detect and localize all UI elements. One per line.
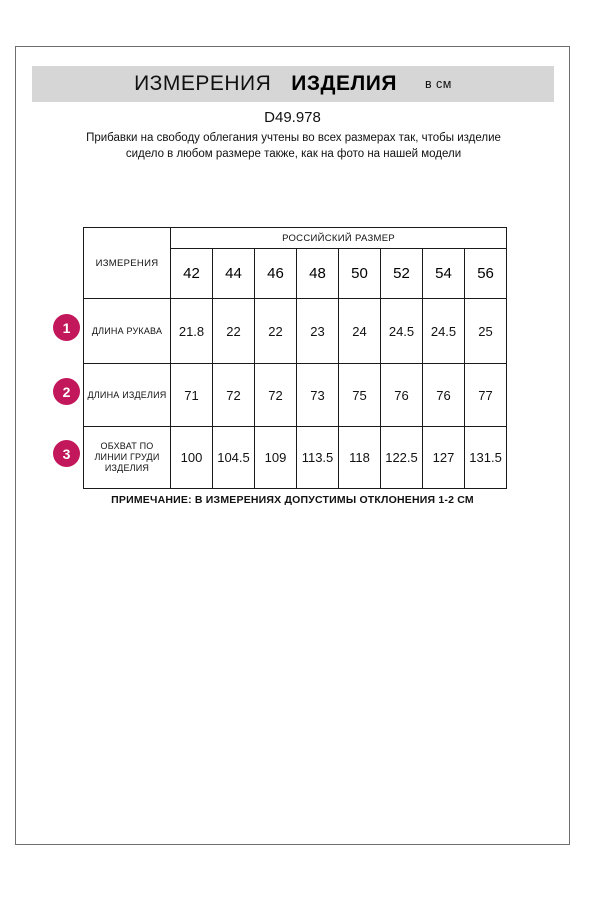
row-label-garment-length: ДЛИНА ИЗДЕЛИЯ	[84, 364, 171, 427]
cell-chest-52: 122.5	[381, 427, 423, 489]
cell-sleeve-52: 24.5	[381, 299, 423, 364]
cell-length-48: 73	[297, 364, 339, 427]
cell-length-50: 75	[339, 364, 381, 427]
size-header-54: 54	[423, 249, 465, 299]
header-band	[32, 66, 554, 102]
size-table	[83, 227, 507, 489]
row-label-chest-girth: ОБХВАТ ПО ЛИНИИ ГРУДИ ИЗДЕЛИЯ	[84, 427, 171, 489]
cell-sleeve-44: 22	[213, 299, 255, 364]
header-title-bold: ИЗДЕЛИЯ	[291, 72, 397, 95]
cell-sleeve-56: 25	[465, 299, 507, 364]
size-header-44: 44	[213, 249, 255, 299]
cell-length-54: 76	[423, 364, 465, 427]
cell-sleeve-46: 22	[255, 299, 297, 364]
header-title-light: ИЗМЕРЕНИЯ	[134, 72, 272, 95]
size-header-46: 46	[255, 249, 297, 299]
cell-sleeve-48: 23	[297, 299, 339, 364]
size-header-50: 50	[339, 249, 381, 299]
row-label-sleeve-length: ДЛИНА РУКАВА	[84, 299, 171, 364]
cell-length-44: 72	[213, 364, 255, 427]
cell-sleeve-50: 24	[339, 299, 381, 364]
row-badge-1: 1	[53, 314, 80, 341]
size-table-wrapper	[83, 227, 506, 489]
cell-length-52: 76	[381, 364, 423, 427]
row-badge-2: 2	[53, 378, 80, 405]
measurements-header-cell: ИЗМЕРЕНИЯ	[84, 228, 171, 299]
cell-length-46: 72	[255, 364, 297, 427]
size-header-52: 52	[381, 249, 423, 299]
cell-chest-46: 109	[255, 427, 297, 489]
cell-chest-50: 118	[339, 427, 381, 489]
size-header-48: 48	[297, 249, 339, 299]
table-row	[84, 299, 507, 364]
row-badge-3: 3	[53, 440, 80, 467]
table-group-header-row	[84, 228, 507, 249]
size-header-56: 56	[465, 249, 507, 299]
cell-sleeve-54: 24.5	[423, 299, 465, 364]
cell-chest-56: 131.5	[465, 427, 507, 489]
header-units-label: в см	[424, 77, 452, 91]
russian-size-header-cell: РОССИЙСКИЙ РАЗМЕР	[171, 228, 507, 249]
cell-length-42: 71	[171, 364, 213, 427]
table-row	[84, 427, 507, 489]
article-code: D49.978	[264, 109, 321, 126]
tolerance-note: ПРИМЕЧАНИЕ: В ИЗМЕРЕНИЯХ ДОПУСТИМЫ ОТКЛОНЕНИЯ 1-2 СМ	[111, 494, 474, 506]
size-chart-page	[15, 46, 570, 845]
cell-chest-54: 127	[423, 427, 465, 489]
fit-description: Прибавки на свободу облегания учтены во всех размерах так, чтобы изделие сидело в любом размере также, как на фото на нашей модели	[86, 132, 501, 160]
cell-chest-42: 100	[171, 427, 213, 489]
size-header-42: 42	[171, 249, 213, 299]
cell-chest-48: 113.5	[297, 427, 339, 489]
cell-length-56: 77	[465, 364, 507, 427]
cell-chest-44: 104.5	[213, 427, 255, 489]
cell-sleeve-42: 21.8	[171, 299, 213, 364]
table-row	[84, 364, 507, 427]
